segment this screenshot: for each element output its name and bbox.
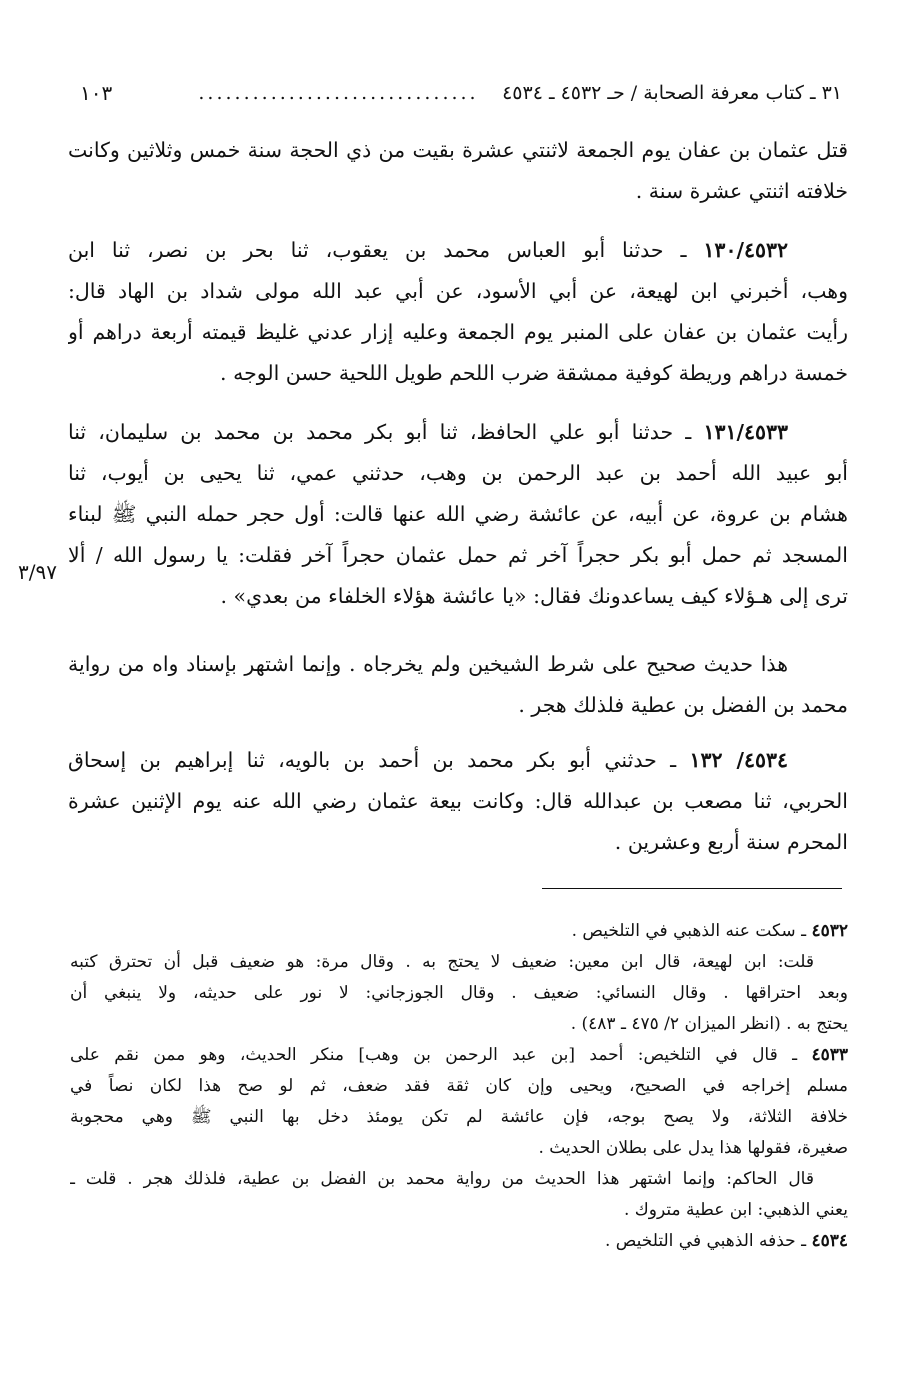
text-line: رأيت عثمان بن عفان على المنبر يوم الجمعة وعليه إزار عدني غليظ قيمته أربعة دراهم أو — [68, 320, 848, 344]
text-line: وهب، أخبرني ابن لهيعة، عن أبي الأسود، عن أبي عبد الله مولى شداد بن الهاد قال: — [68, 279, 848, 303]
footnote-text: ـ سكت عنه الذهبي في التلخيص . — [571, 921, 807, 941]
text-line — [68, 740, 848, 781]
footnote-line: خلافة الثلاثة، ولا يصح بوجه، فإن عائشة لم تكن يومئذ دخل بها النبي ﷺ وهي محجوبة — [70, 1107, 848, 1127]
text-line: خلافته اثنتي عشرة سنة . — [635, 179, 848, 203]
commentary-paragraph — [68, 644, 848, 726]
footnotes — [70, 916, 848, 1257]
hadith-number: ١٣٠/٤٥٣٢ — [703, 238, 788, 262]
footnote-line: يعني الذهبي: ابن عطية متروك . — [623, 1200, 848, 1220]
footnote-number: ٤٥٣٢ — [811, 921, 848, 941]
running-header — [80, 78, 842, 108]
text-line: هذا حديث صحيح على شرط الشيخين ولم يخرجاه . وإنما اشتهر بإسناد واه من رواية — [68, 652, 788, 676]
footnote-line — [70, 916, 848, 947]
header-leader-dots: ............................... — [198, 82, 479, 104]
text-line: هشام بن عروة، عن أبيه، عن عائشة رضي الله عنها قالت: أول حجر حمله النبي ﷺ لبناء — [68, 502, 848, 526]
text-line: قتل عثمان بن عفان يوم الجمعة لاثنتي عشرة بقيت من ذي الحجة سنة خمس وثلاثين وكانت — [68, 138, 848, 162]
margin-reference: ٣/٩٧ — [18, 560, 57, 584]
footnote-line: يحتج به . (انظر الميزان ٢/ ٤٧٥ ـ ٤٨٣) . — [570, 1014, 848, 1034]
text-line: المحرم سنة أربع وعشرين . — [614, 830, 848, 854]
footnote-number: ٤٥٣٣ — [811, 1045, 848, 1065]
hadith-4534 — [68, 740, 848, 863]
text-line: المسجد ثم حمل أبو بكر حجراً آخر ثم حمل عثمان حجراً آخر فقلت: يا رسول الله / ألا — [68, 543, 848, 567]
footnote-line: مسلم إخراجه في الصحيح، ويحيى وإن كان ثقة فقد ضعف، ثم لو صح هذا لكان نصاً في — [70, 1076, 848, 1096]
page-number: ١٠٣ — [80, 81, 113, 105]
footnote-text: ـ حذفه الذهبي في التلخيص . — [605, 1231, 807, 1251]
paragraph-intro — [68, 130, 848, 212]
text-line: محمد بن الفضل بن عطية فلذلك هجر . — [518, 693, 848, 717]
footnote-line: قال الحاكم: وإنما اشتهر هذا الحديث من رواية محمد بن الفضل بن عطية، فلذلك هجر . قلت ـ — [70, 1169, 814, 1189]
text-line: ترى إلى هـؤلاء كيف يساعدونك فقال: «يا عائشة هؤلاء الخلفاء من بعدي» . — [220, 584, 848, 608]
text-line: أبو عبيد الله أحمد بن عبد الرحمن بن وهب، حدثني عمي، ثنا يحيى بن أيوب، ثنا — [68, 461, 848, 485]
hadith-4533 — [68, 412, 848, 617]
header-title: ٣١ ـ كتاب معرفة الصحابة / حـ ٤٥٣٢ ـ ٤٥٣٤ — [502, 82, 842, 104]
text-line: خمسة دراهم وريطة كوفية ممشقة ضرب اللحم طويل اللحية حسن الوجه . — [220, 361, 848, 385]
footnote-divider — [542, 888, 842, 889]
footnote-line — [70, 1226, 848, 1257]
text-line-content: ـ حدثنا أبو العباس محمد بن يعقوب، ثنا بحر بن نصر، ثنا ابن — [68, 238, 687, 262]
hadith-4532 — [68, 230, 848, 394]
footnote-number: ٤٥٣٤ — [811, 1231, 848, 1251]
footnote-line: قلت: ابن لهيعة، قال ابن معين: ضعيف لا يحتج به . وقال مرة: هو ضعيف قبل أن تحترق كتبه — [70, 952, 814, 972]
text-line-content: ـ حدثني أبو بكر محمد بن أحمد بن بالويه، ثنا إبراهيم بن إسحاق — [68, 748, 677, 772]
hadith-number: ٤٥٣٤/ ١٣٢ — [689, 748, 788, 772]
hadith-number: ١٣١/٤٥٣٣ — [703, 420, 788, 444]
text-line-content: ـ حدثنا أبو علي الحافظ، ثنا أبو بكر محمد بن محمد بن سليمان، ثنا — [68, 420, 692, 444]
text-line — [68, 412, 848, 453]
footnote-line — [70, 1040, 848, 1071]
footnote-text: ـ قال في التلخيص: أحمد [بن عبد الرحمن بن وهب] منكر الحديث، وهو ممن نقم على — [70, 1045, 798, 1065]
footnote-line: صغيرة، فقولها هذا يدل على بطلان الحديث . — [538, 1138, 848, 1158]
text-line: الحربي، ثنا مصعب بن عبدالله قال: وكانت بيعة عثمان رضي الله عنه يوم الإثنين عشرة — [68, 789, 848, 813]
text-line — [68, 230, 848, 271]
footnote-line: وبعد احتراقها . وقال النسائي: ضعيف . وقال الجوزجاني: لا نور على حديثه، ولا ينبغي أن — [70, 983, 848, 1003]
